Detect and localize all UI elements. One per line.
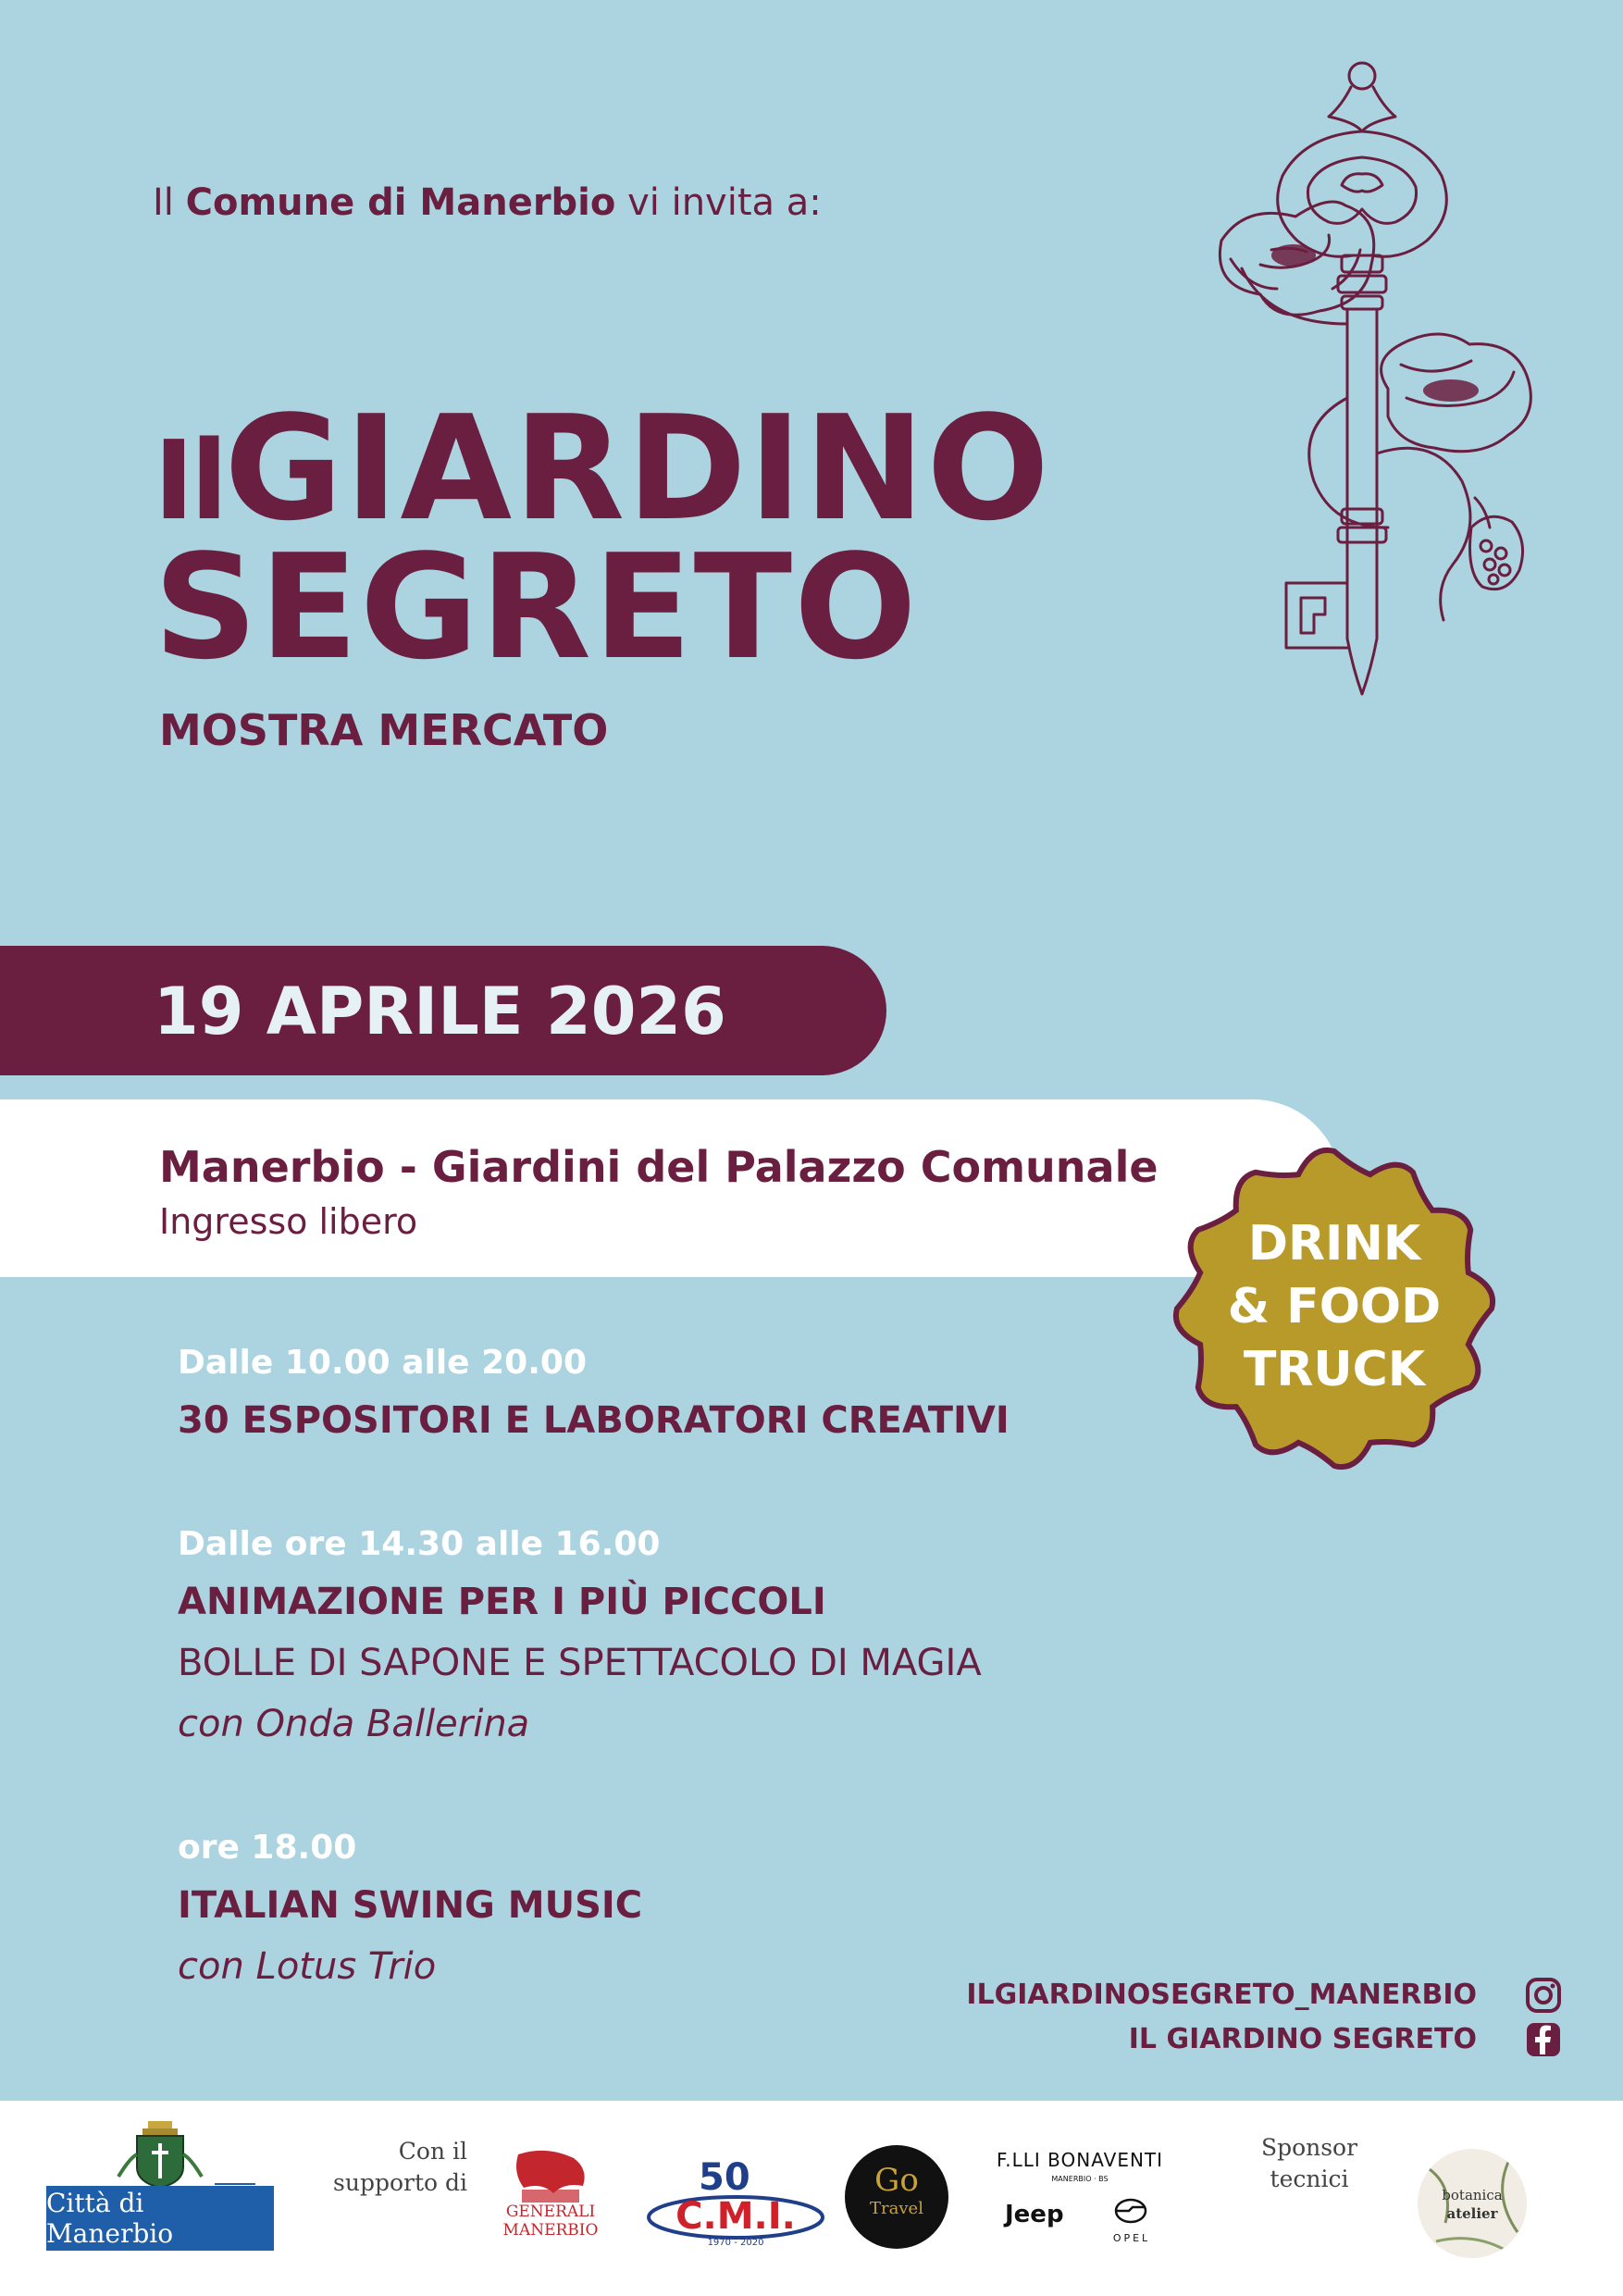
opel-lightning-icon — [1112, 2197, 1149, 2225]
facebook-icon[interactable] — [1525, 2021, 1562, 2058]
opel-name: OPEL — [1112, 2232, 1151, 2244]
intro-host: Comune di Manerbio — [185, 181, 616, 224]
cmi-name: C.M.I. — [675, 2195, 796, 2238]
instagram-icon[interactable] — [1525, 1977, 1562, 2014]
intro-suffix: vi invita a: — [615, 181, 822, 224]
botanica-line-1: botanica — [1442, 2187, 1503, 2203]
bonaventi-logo — [983, 2149, 1177, 2251]
entry-note: Ingresso libero — [159, 1201, 418, 1242]
intro-prefix: Il — [153, 181, 186, 224]
event-title-article: Il — [154, 416, 225, 544]
event-title-line1 — [154, 384, 1052, 552]
cmi-logo — [643, 2156, 828, 2249]
program-title-3: ITALIAN SWING MUSIC — [178, 1884, 643, 1927]
cmi-anniversary: 50 — [699, 2156, 750, 2199]
program-title-1: 30 ESPOSITORI E LABORATORI CREATIVI — [178, 1399, 1010, 1442]
event-subtitle: MOSTRA MERCATO — [159, 705, 609, 755]
badge-line-1: DRINK — [1247, 1216, 1421, 1272]
go-travel-name: Go — [874, 2162, 919, 2199]
generali-name: GENERALI — [505, 2203, 596, 2221]
support-note: Con il supporto di — [333, 2138, 467, 2196]
program-time-1: Dalle 10.00 alle 20.00 — [178, 1344, 588, 1382]
sponsor-note: Sponsor tecnici — [1260, 2134, 1358, 2192]
botanica-line-2: atelier — [1446, 2205, 1498, 2222]
instagram-handle[interactable]: ILGIARDINOSEGRETO_MANERBIO — [966, 1979, 1477, 2011]
facebook-page[interactable]: IL GIARDINO SEGRETO — [1128, 2023, 1477, 2055]
generali-place: MANERBIO — [502, 2221, 599, 2240]
program-guest-3: con Lotus Trio — [178, 1945, 437, 1988]
city-logo-label: Città di Manerbio — [46, 2186, 274, 2251]
cmi-years: 1970 - 2020 — [707, 2238, 764, 2248]
key-with-poppies-illustration — [1157, 46, 1582, 750]
intro-text — [153, 181, 822, 224]
go-travel-logo — [845, 2145, 948, 2249]
badge-line-2: & FOOD — [1227, 1279, 1442, 1334]
botanica-atelier-logo — [1418, 2149, 1527, 2258]
food-truck-badge-text — [1168, 1212, 1501, 1401]
badge-line-3: TRUCK — [1243, 1342, 1426, 1397]
program-title-2: ANIMAZIONE PER I PIÙ PICCOLI — [178, 1581, 826, 1623]
event-date: 19 APRILE 2026 — [154, 974, 726, 1049]
program-guest-2: con Onda Ballerina — [178, 1703, 530, 1745]
generali-logo — [500, 2145, 601, 2247]
event-title-line2: SEGRETO — [154, 523, 919, 691]
program-time-2: Dalle ore 14.30 alle 16.00 — [178, 1525, 661, 1563]
event-title-word1: GIARDINO — [224, 384, 1052, 552]
program-desc-2: BOLLE DI SAPONE E SPETTACOLO DI MAGIA — [178, 1642, 982, 1684]
bonaventi-place: MANERBIO · BS — [1051, 2175, 1109, 2183]
program-time-3: ore 18.00 — [178, 1829, 357, 1867]
jeep-logo: Jeep — [1005, 2201, 1064, 2228]
go-travel-sub: Travel — [870, 2199, 923, 2218]
bonaventi-name: F.LLI BONAVENTI — [996, 2149, 1164, 2171]
event-venue: Manerbio - Giardini del Palazzo Comunale — [159, 1142, 1158, 1192]
